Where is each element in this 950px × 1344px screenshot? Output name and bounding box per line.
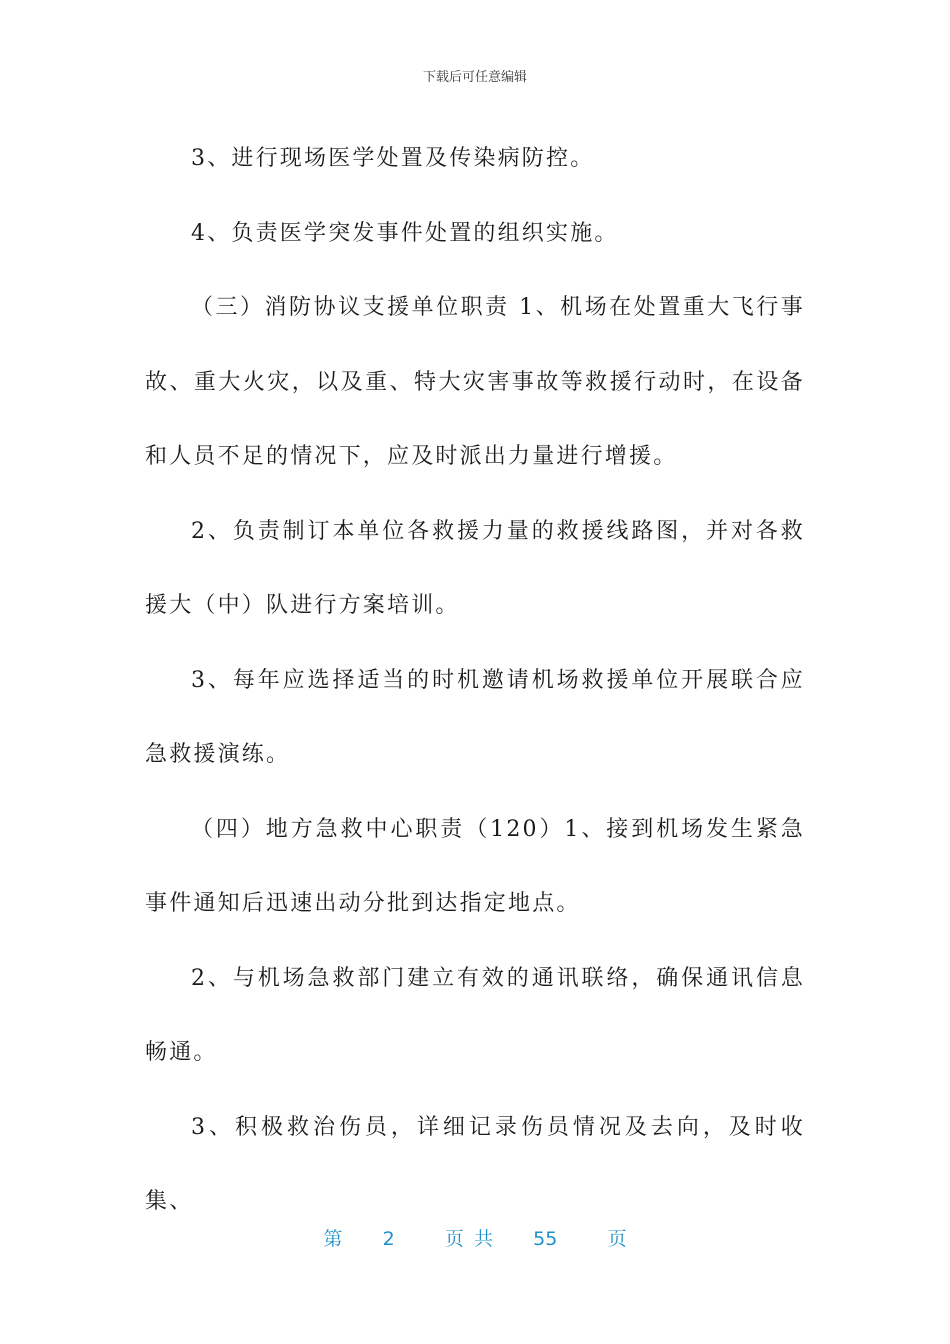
footer-suffix: 页 <box>607 1228 627 1250</box>
paragraph: 4、负责医学突发事件处置的组织实施。 <box>191 220 619 246</box>
total-page-count: 55 <box>533 1228 558 1250</box>
paragraph: （三）消防协议支援单位职责 1、机场在处置重大飞行事故、重大火灾，以及重、特大灾害事故等救援行动时，在设备和人员不足的情况下，应及时派出力量进行增援。 <box>145 295 805 469</box>
paragraph: （四）地方急救中心职责（120）1、接到机场发生紧急事件通知后迅速出动分批到达指定地点。 <box>145 816 805 916</box>
page-header: 下载后可任意编辑 <box>422 70 527 85</box>
paragraph: 3、每年应选择适当的时机邀请机场救援单位开展联合应急救援演练。 <box>145 667 805 767</box>
paragraph: 3、进行现场医学处置及传染病防控。 <box>191 146 595 171</box>
footer-middle: 页 共 <box>444 1228 493 1250</box>
paragraph: 3、积极救治伤员，详细记录伤员情况及去向，及时收集、 <box>145 1114 805 1214</box>
footer-prefix: 第 <box>323 1228 343 1250</box>
paragraph: 2、与机场急救部门建立有效的通讯联络，确保通讯信息畅通。 <box>145 965 805 1065</box>
paragraph: 2、负责制订本单位各救援力量的救援线路图，并对各救援大（中）队进行方案培训。 <box>145 518 805 618</box>
document-body <box>145 122 805 1240</box>
page-number-footer <box>0 1224 950 1251</box>
current-page-number: 2 <box>382 1228 395 1250</box>
